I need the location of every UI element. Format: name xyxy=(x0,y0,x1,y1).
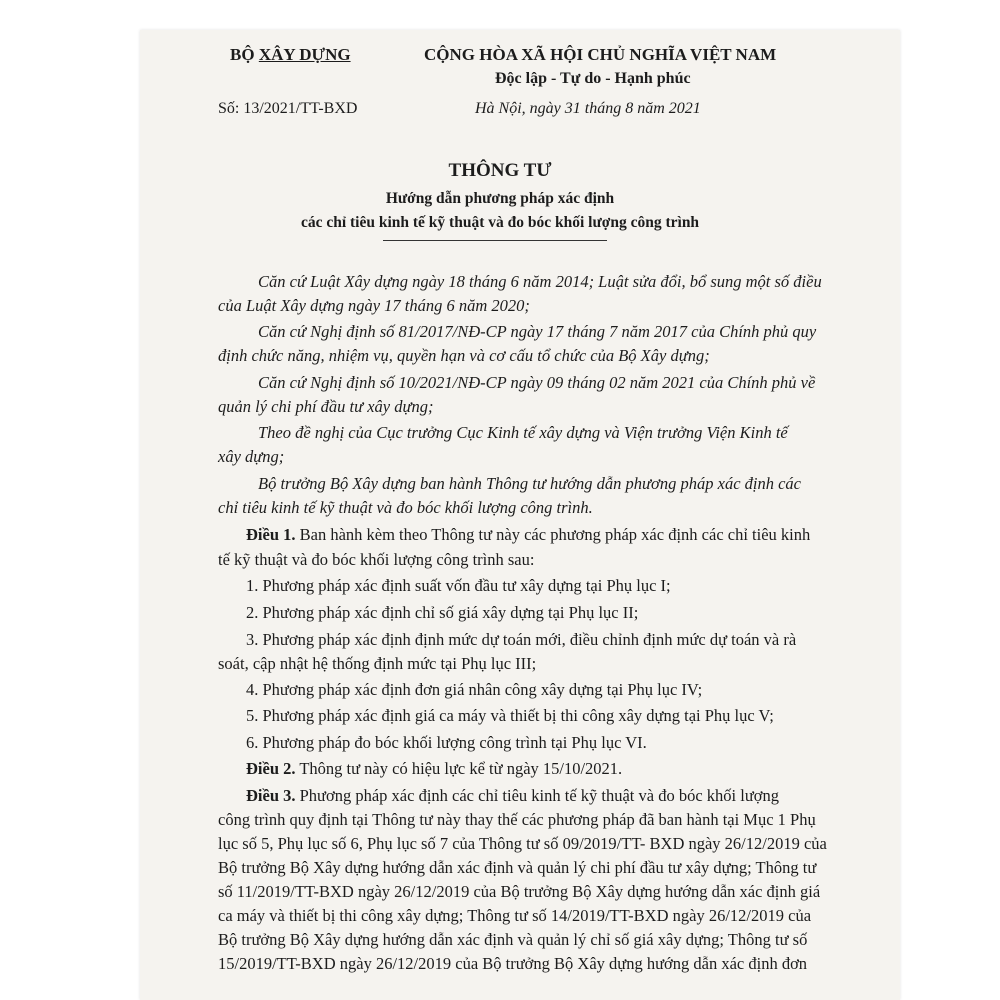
preamble-line: Theo đề nghị của Cục trưởng Cục Kinh tế xây dựng và Viện trưởng Viện Kinh tế xyxy=(258,423,788,442)
article-3-line: công trình quy định tại Thông tư này thay thế các phương pháp đã ban hành tại Mục 1 Phụ xyxy=(218,810,816,829)
preamble-line: Căn cứ Nghị định số 81/2017/NĐ-CP ngày 17 tháng 7 năm 2017 của Chính phủ quy xyxy=(258,322,817,341)
document-title: THÔNG TƯ xyxy=(448,160,552,181)
article-1-item: 6. Phương pháp đo bóc khối lượng công trình tại Phụ lục VI. xyxy=(246,733,647,752)
article-1-item: 1. Phương pháp xác định suất vốn đầu tư xây dựng tại Phụ lục I; xyxy=(246,576,671,595)
article-1-line: tế kỹ thuật và đo bóc khối lượng công trình sau: xyxy=(218,550,535,569)
preamble-line: Căn cứ Nghị định số 10/2021/NĐ-CP ngày 09 tháng 02 năm 2021 của Chính phủ về xyxy=(258,373,816,392)
preamble-line: của Luật Xây dựng ngày 17 tháng 6 năm 2020; xyxy=(218,296,530,315)
preamble-line: chỉ tiêu kinh tế kỹ thuật và đo bóc khối lượng công trình. xyxy=(218,498,593,517)
article-3-label: Điều 3. xyxy=(246,786,296,805)
article-3-intro xyxy=(246,786,779,806)
article-1-item: 4. Phương pháp xác định đơn giá nhân công xây dựng tại Phụ lục IV; xyxy=(246,680,703,699)
issuing-agency xyxy=(230,45,351,65)
preamble-line: xây dựng; xyxy=(218,447,285,466)
document-subtitle-1: Hướng dẫn phương pháp xác định xyxy=(385,190,615,207)
article-1-intro xyxy=(246,525,810,545)
title-divider xyxy=(383,240,607,241)
article-2 xyxy=(246,759,622,779)
article-2-text: Thông tư này có hiệu lực kể từ ngày 15/10/2021. xyxy=(295,759,623,778)
article-1-label: Điều 1. xyxy=(246,525,296,544)
nation-heading: CỘNG HÒA XÃ HỘI CHỦ NGHĨA VIỆT NAM xyxy=(424,45,777,64)
document-subtitle-2: các chỉ tiêu kinh tế kỹ thuật và đo bóc khối lượng công trình xyxy=(300,214,700,231)
national-motto: Độc lập - Tự do - Hạnh phúc xyxy=(495,70,691,87)
preamble-line: Căn cứ Luật Xây dựng ngày 18 tháng 6 năm 2014; Luật sửa đổi, bổ sung một số điều xyxy=(258,272,822,291)
article-3-line: Bộ trưởng Bộ Xây dựng hướng dẫn xác định và quản lý chỉ số giá xây dựng; Thông tư số xyxy=(218,930,808,949)
article-1-item: 5. Phương pháp xác định giá ca máy và thiết bị thi công xây dựng tại Phụ lục V; xyxy=(246,706,774,725)
preamble-line: Bộ trưởng Bộ Xây dựng ban hành Thông tư hướng dẫn phương pháp xác định các xyxy=(258,474,801,493)
place-date: Hà Nội, ngày 31 tháng 8 năm 2021 xyxy=(475,100,701,117)
agency-prefix: BỘ xyxy=(230,45,259,64)
article-3-line: lục số 5, Phụ lục số 6, Phụ lục số 7 của Thông tư số 09/2019/TT- BXD ngày 26/12/2019 của xyxy=(218,834,827,853)
article-2-label: Điều 2. xyxy=(246,759,296,778)
article-3-line: số 11/2019/TT-BXD ngày 26/12/2019 của Bộ trưởng Bộ Xây dựng hướng dẫn xác định giá xyxy=(218,882,821,901)
article-3-line: ca máy và thiết bị thi công xây dựng; Thông tư số 14/2019/TT-BXD ngày 26/12/2019 của xyxy=(218,906,812,925)
article-3-line: Bộ trưởng Bộ Xây dựng hướng dẫn xác định và quản lý chi phí đầu tư xây dựng; Thông tư xyxy=(218,858,817,877)
article-3-text: Phương pháp xác định các chỉ tiêu kinh tế kỹ thuật và đo bóc khối lượng xyxy=(295,786,779,805)
agency-name: XÂY DỰNG xyxy=(258,45,351,64)
article-1-item: soát, cập nhật hệ thống định mức tại Phụ lục III; xyxy=(218,654,537,673)
article-1-text: Ban hành kèm theo Thông tư này các phương pháp xác định các chỉ tiêu kinh xyxy=(295,525,811,544)
article-3-line: 15/2019/TT-BXD ngày 26/12/2019 của Bộ trưởng Bộ Xây dựng hướng dẫn xác định đơn xyxy=(218,954,808,973)
preamble-line: quản lý chi phí đầu tư xây dựng; xyxy=(218,397,434,416)
article-1-item: 3. Phương pháp xác định định mức dự toán mới, điều chỉnh định mức dự toán và rà xyxy=(246,630,797,649)
preamble-line: định chức năng, nhiệm vụ, quyền hạn và cơ cấu tổ chức của Bộ Xây dựng; xyxy=(218,346,710,365)
article-1-item: 2. Phương pháp xác định chỉ số giá xây dựng tại Phụ lục II; xyxy=(246,603,639,622)
document-number: Số: 13/2021/TT-BXD xyxy=(218,100,358,117)
